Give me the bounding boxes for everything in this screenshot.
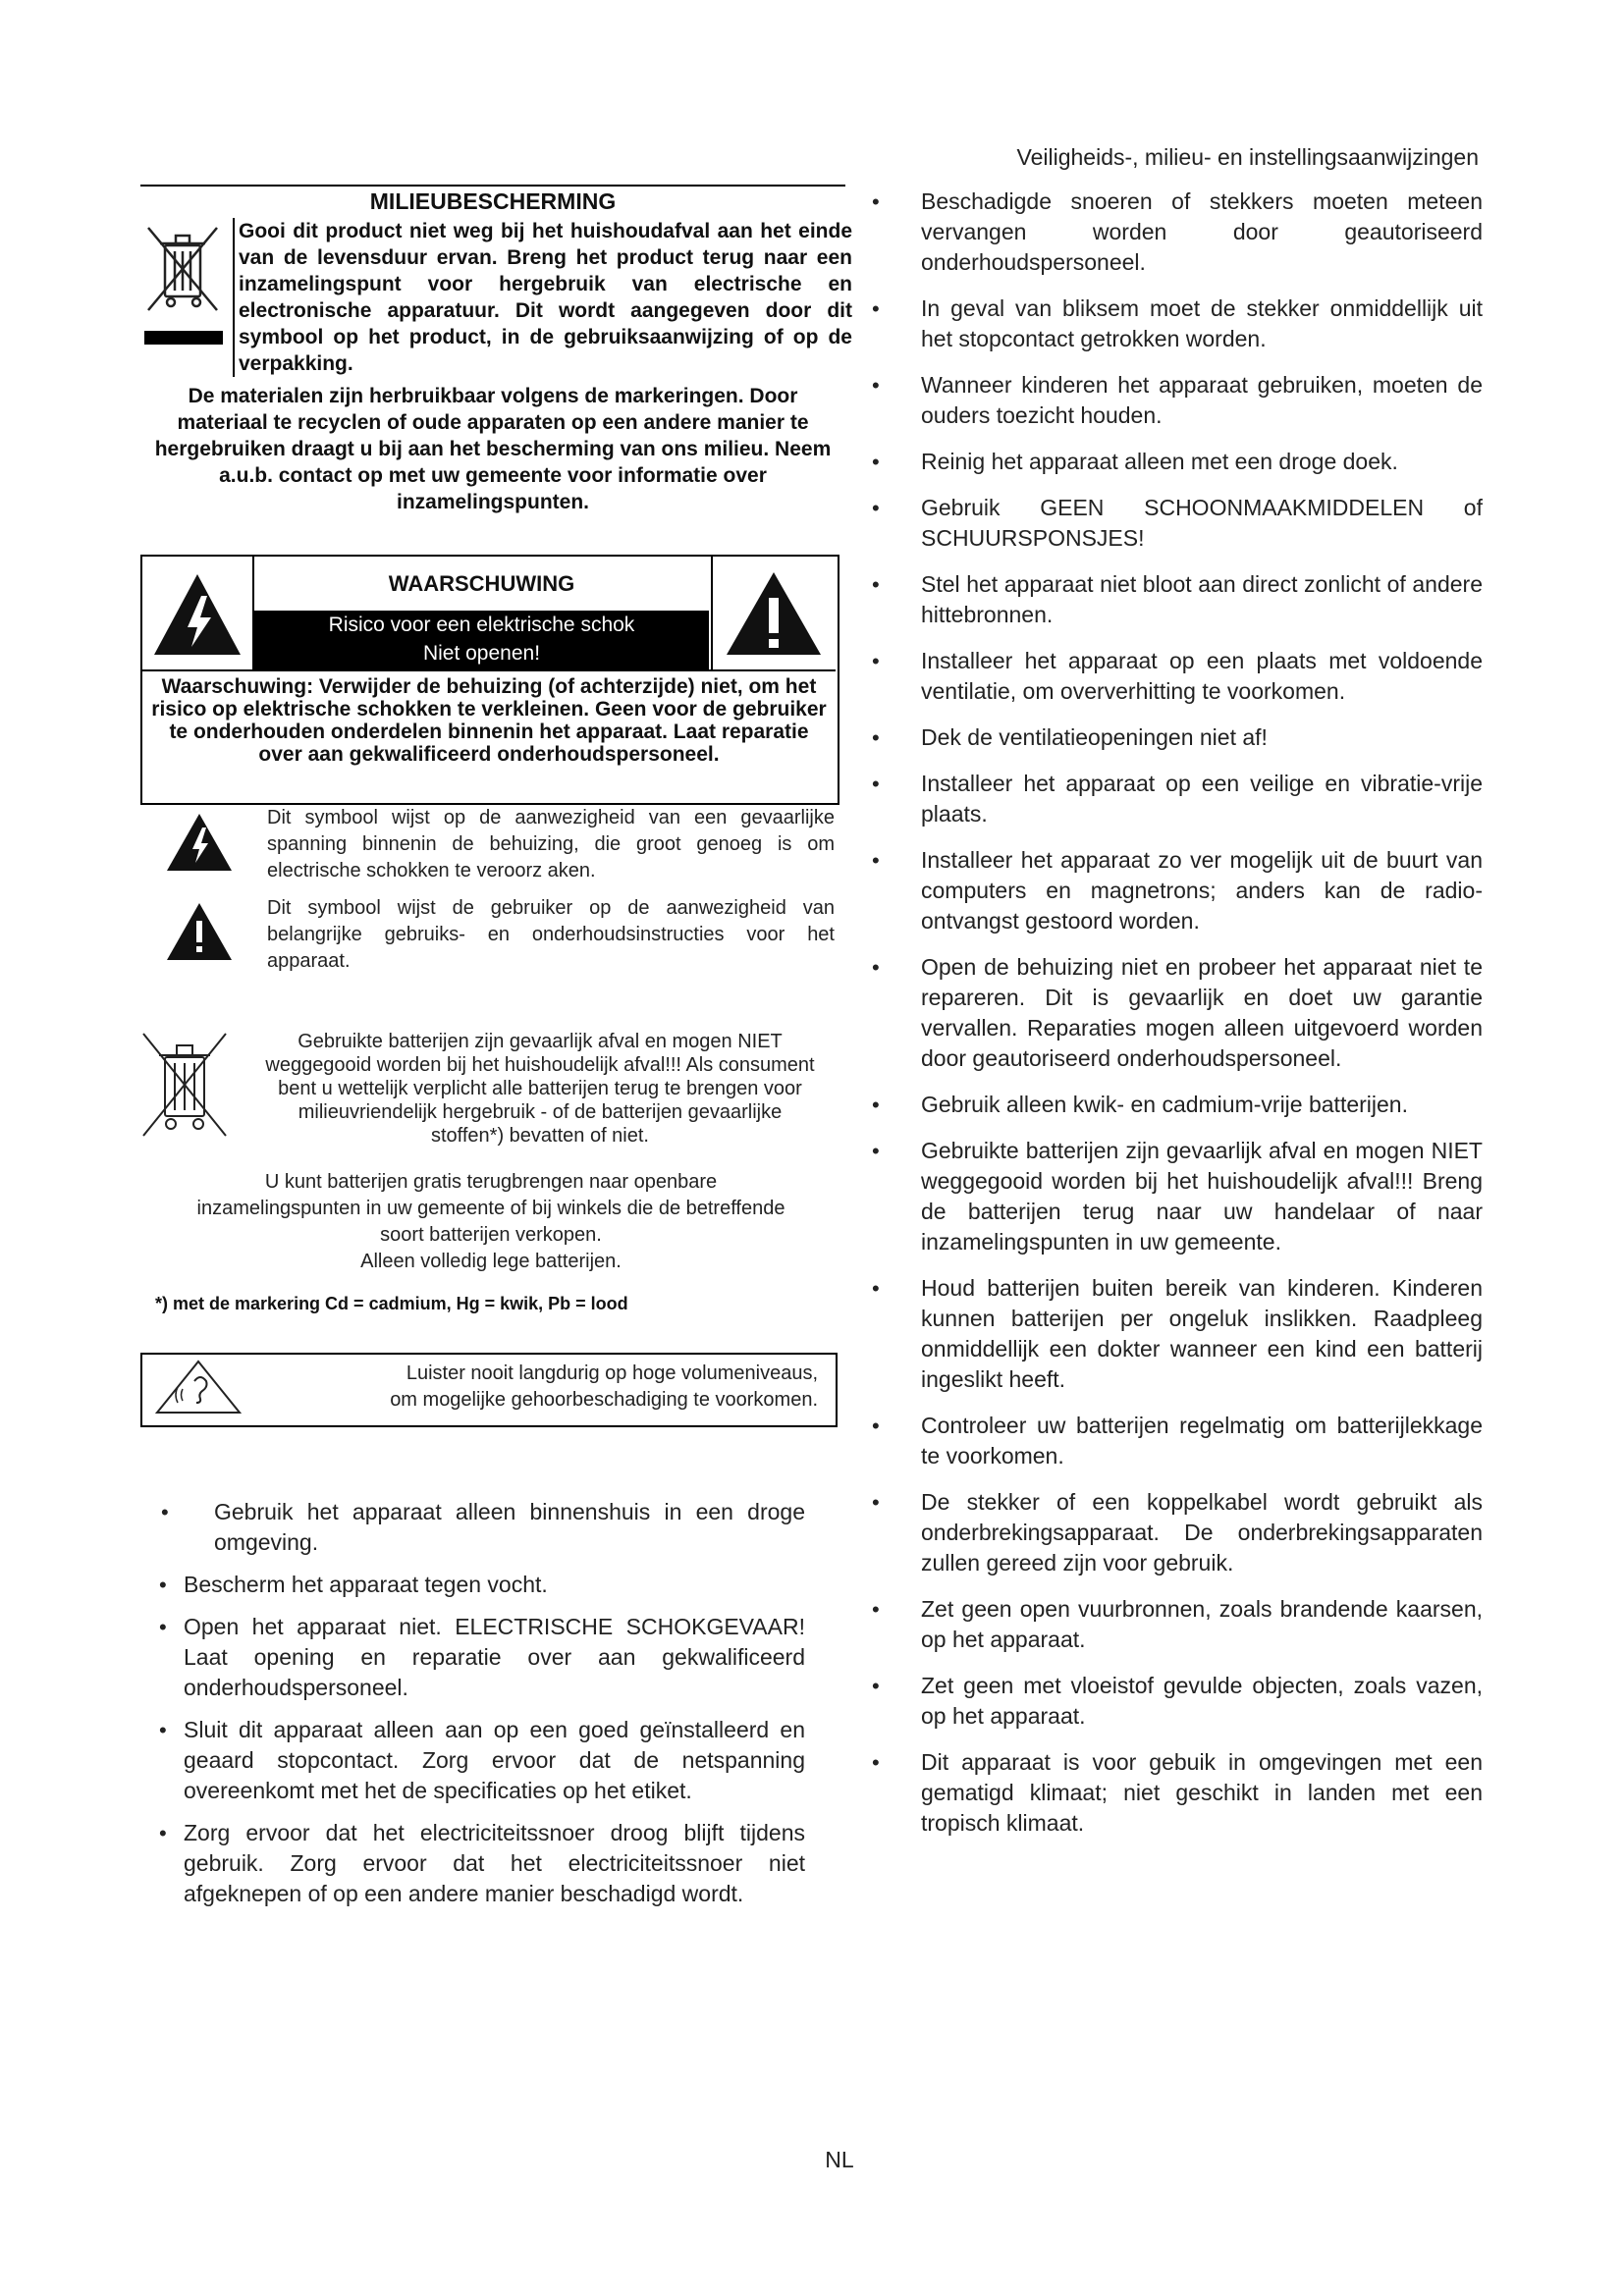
bullet-icon: • bbox=[872, 1490, 880, 1515]
bullet-icon: • bbox=[872, 1276, 880, 1301]
warning-right-cell bbox=[711, 557, 836, 669]
bullet-icon: • bbox=[872, 572, 880, 597]
battery-text-block bbox=[187, 1169, 795, 1275]
bullet-icon: • bbox=[872, 1597, 880, 1622]
bullet-icon: • bbox=[872, 1139, 880, 1163]
bullet-icon: • bbox=[872, 649, 880, 673]
bullet-icon: • bbox=[159, 1718, 167, 1742]
list-item-text: Open de behuizing niet en probeer het apparaat niet te repareren. Dit is gevaarlijk en doet uw garantie vervallen. Reparaties mogen alleen uitgevoerd worden door geautoriseerd onderhoudspersoneel. bbox=[921, 954, 1483, 1071]
exclamation-warning-icon bbox=[713, 557, 836, 669]
warning-title: WAARSCHUWING bbox=[388, 571, 575, 596]
bullet-icon: • bbox=[161, 1500, 169, 1524]
left-safety-list bbox=[137, 1497, 805, 1921]
bullet-icon: • bbox=[872, 1750, 880, 1775]
bullet-icon: • bbox=[159, 1573, 167, 1597]
list-item-text: Gebruikte batterijen zijn gevaarlijk afval en mogen NIET weggegooid worden bij het huishoudelijk afval!!! Breng de batterijen terug naar uw handelaar of naar inzamelingspunten in uw gemeente. bbox=[921, 1138, 1483, 1255]
list-item-text: Installeer het apparaat zo ver mogelijk uit de buurt van computers en magnetrons; anders kan de radio-ontvangst gestoord worden. bbox=[921, 847, 1483, 934]
lightning-symbol-description: Dit symbool wijst op de aanwezigheid van een gevaarlijke spanning binnenin de behuizing, die groot genoeg is om electrische schokken te veroorz aken. bbox=[267, 807, 835, 881]
list-item-text: Sluit dit apparaat alleen aan op een goed geïnstalleerd en geaard stopcontact. Zorg ervoor dat de netspanning overeenkomt met het de specificaties op het etiket. bbox=[184, 1717, 805, 1803]
bullet-icon: • bbox=[872, 1414, 880, 1438]
list-item bbox=[872, 447, 1483, 477]
bullet-icon: • bbox=[872, 373, 880, 398]
battery-text-3: Alleen volledig lege batterijen. bbox=[360, 1251, 622, 1272]
list-item-text: Stel het apparaat niet bloot aan direct zonlicht of andere hittebronnen. bbox=[921, 571, 1483, 627]
list-item-text: Zet geen met vloeistof gevulde objecten, zoals vazen, op het apparaat. bbox=[921, 1673, 1483, 1729]
list-item bbox=[872, 294, 1483, 354]
bullet-icon: • bbox=[872, 450, 880, 474]
page-footer-language: NL bbox=[825, 2147, 854, 2172]
bullet-icon: • bbox=[872, 496, 880, 520]
list-item bbox=[872, 1747, 1483, 1839]
warning-text: Waarschuwing: Verwijder de behuizing (of achterzijde) niet, om het risico op elektrische schokken te verkleinen. Geen voor de gebruiker te onderhouden onderdelen binnenin het apparaat. Laat reparatie over aan gekwalificeerd onderhoudspersoneel. bbox=[151, 675, 827, 766]
hearing-warning-text bbox=[255, 1361, 818, 1414]
list-item-text: Installeer het apparaat op een veilige en vibratie-vrije plaats. bbox=[921, 771, 1483, 827]
hearing-line-2: om mogelijke gehoorbeschadiging te voorkomen. bbox=[390, 1389, 818, 1411]
lightning-symbol-icon bbox=[165, 812, 234, 873]
list-item-text: Zorg ervoor dat het electriciteitssnoer droog blijft tijdens gebruik. Zorg ervoor dat het electriciteitssnoer niet afgeknepen of op een andere manier beschadigd wordt. bbox=[184, 1820, 805, 1906]
battery-text-2: U kunt batterijen gratis terugbrengen naar openbare inzamelingspunten in uw gemeente of bij winkels die de betreffende soort batterijen verkopen. bbox=[196, 1171, 785, 1246]
list-item-text: Houd batterijen buiten bereik van kinderen. Kinderen kunnen batterijen per ongeluk inslikken. Raadpleeg onmiddellijk een dokter wanneer een kind een batterij ingeslikt heeft. bbox=[921, 1275, 1483, 1392]
list-item bbox=[137, 1570, 805, 1600]
bullet-icon: • bbox=[159, 1821, 167, 1845]
list-item bbox=[137, 1818, 805, 1909]
list-item-text: De stekker of een koppelkabel wordt gebruikt als onderbrekingsapparaat. De onderbrekingsapparaten zullen gereed zijn voor gebruik. bbox=[921, 1489, 1483, 1575]
list-item bbox=[872, 722, 1483, 753]
list-item-text: Open het apparaat niet. ELECTRISCHE SCHOKGEVAAR! Laat opening en reparatie over aan gekwalificeerd onderhoudspersoneel. bbox=[184, 1614, 805, 1700]
list-item-text: Beschadigde snoeren of stekkers moeten meteen vervangen worden door geautoriseerd onderhoudspersoneel. bbox=[921, 188, 1483, 275]
page-header-title: Veiligheids-, milieu- en instellingsaanwijzingen bbox=[1016, 144, 1479, 170]
list-item-text: Wanneer kinderen het apparaat gebruiken, moeten de ouders toezicht houden. bbox=[921, 372, 1483, 428]
weee-black-bar bbox=[144, 331, 223, 345]
list-item-text: Dek de ventilatieopeningen niet af! bbox=[921, 724, 1268, 750]
list-item-text: Gebruik GEEN SCHOONMAAKMIDDELEN of SCHUURSPONSJES! bbox=[921, 495, 1483, 551]
list-item bbox=[872, 493, 1483, 554]
lightning-warning-icon bbox=[142, 557, 252, 669]
list-item bbox=[872, 1671, 1483, 1732]
list-item bbox=[872, 1273, 1483, 1395]
bullet-icon: • bbox=[872, 848, 880, 873]
list-item-text: Controleer uw batterijen regelmatig om batterijlekkage te voorkomen. bbox=[921, 1413, 1483, 1468]
list-item bbox=[137, 1715, 805, 1806]
milieu-paragraph-1: Gooi dit product niet weg bij het huishoudafval aan het einde van de levensduur ervan. Breng het product terug naar een inzamelingspunt voor hergebruik van electrische en electronische apparatuur. Dit wordt aangegeven door dit symbool op het product, in de gebruiksaanwijzing of op de verpakking. bbox=[233, 218, 852, 377]
list-item bbox=[872, 952, 1483, 1074]
list-item bbox=[872, 1411, 1483, 1471]
list-item bbox=[872, 1136, 1483, 1257]
bullet-icon: • bbox=[872, 725, 880, 750]
list-item-text: Dit apparaat is voor gebuik in omgevingen met een gematigd klimaat; niet geschikt in landen met een tropisch klimaat. bbox=[921, 1749, 1483, 1836]
list-item bbox=[872, 1090, 1483, 1120]
crossed-bin-icon bbox=[140, 218, 224, 316]
hearing-line-1: Luister nooit langdurig op hoge volumeniveaus, bbox=[406, 1362, 818, 1384]
milieu-title: MILIEUBESCHERMING bbox=[140, 185, 845, 215]
exclamation-symbol-description: Dit symbool wijst de gebruiker op de aanwezigheid van belangrijke gebruiks- en onderhoudsinstructies voor het apparaat. bbox=[267, 897, 835, 972]
hearing-damage-icon bbox=[153, 1358, 244, 1416]
list-item bbox=[137, 1612, 805, 1703]
milieu-paragraph-2: De materialen zijn herbruikbaar volgens de markeringen. Door materiaal te recyclen of oude apparaten op een andere manier te hergebruiken draagt u bij aan het bescherming van ons milieu. Neem a.u.b. contact op met uw gemeente voor informatie over inzamelingspunten. bbox=[154, 385, 832, 513]
list-item bbox=[872, 569, 1483, 630]
list-item bbox=[872, 370, 1483, 431]
bullet-icon: • bbox=[872, 296, 880, 321]
list-item-text: Bescherm het apparaat tegen vocht. bbox=[184, 1572, 548, 1597]
list-item bbox=[137, 1497, 805, 1558]
bullet-icon: • bbox=[872, 1674, 880, 1698]
list-item-text: In geval van bliksem moet de stekker onmiddellijk uit het stopcontact getrokken worden. bbox=[921, 295, 1483, 351]
warning-divider bbox=[142, 669, 836, 671]
bullet-icon: • bbox=[872, 772, 880, 796]
bullet-icon: • bbox=[872, 189, 880, 214]
right-safety-list bbox=[872, 187, 1483, 1854]
list-item bbox=[872, 1594, 1483, 1655]
list-item bbox=[872, 845, 1483, 936]
exclamation-symbol-icon bbox=[165, 901, 234, 962]
warning-shock-line-2: Niet openen! bbox=[422, 642, 541, 665]
list-item-text: Gebruik het apparaat alleen binnenshuis in een droge omgeving. bbox=[214, 1499, 805, 1555]
list-item bbox=[872, 769, 1483, 829]
list-item bbox=[872, 1487, 1483, 1578]
list-item-text: Gebruik alleen kwik- en cadmium-vrije batterijen. bbox=[921, 1092, 1408, 1117]
list-item bbox=[872, 646, 1483, 707]
battery-text-1: Gebruikte batterijen zijn gevaarlijk afval en mogen NIET weggegooid worden bij het huishoudelijk afval!!! Als consument bent u wettelijk verplicht alle batterijen terug te brengen voor milieuvriendelijk hergebruik - of de batterijen gevaarlijke stoffen*) bevatten of niet. bbox=[265, 1031, 815, 1147]
list-item bbox=[872, 187, 1483, 278]
warning-shock-line-1: Risico voor een elektrische schok bbox=[328, 614, 635, 636]
list-item-text: Zet geen open vuurbronnen, zoals brandende kaarsen, op het apparaat. bbox=[921, 1596, 1483, 1652]
warning-shock-banner bbox=[254, 611, 709, 669]
bullet-icon: • bbox=[872, 1093, 880, 1117]
battery-footnote: *) met de markering Cd = cadmium, Hg = kwik, Pb = lood bbox=[155, 1294, 628, 1313]
battery-crossed-bin-icon bbox=[137, 1026, 231, 1144]
warning-left-cell bbox=[142, 557, 254, 669]
list-item-text: Reinig het apparaat alleen met een droge doek. bbox=[921, 449, 1398, 474]
list-item-text: Installeer het apparaat op een plaats met voldoende ventilatie, om oververhitting te voorkomen. bbox=[921, 648, 1483, 704]
bullet-icon: • bbox=[159, 1615, 167, 1639]
bullet-icon: • bbox=[872, 955, 880, 980]
